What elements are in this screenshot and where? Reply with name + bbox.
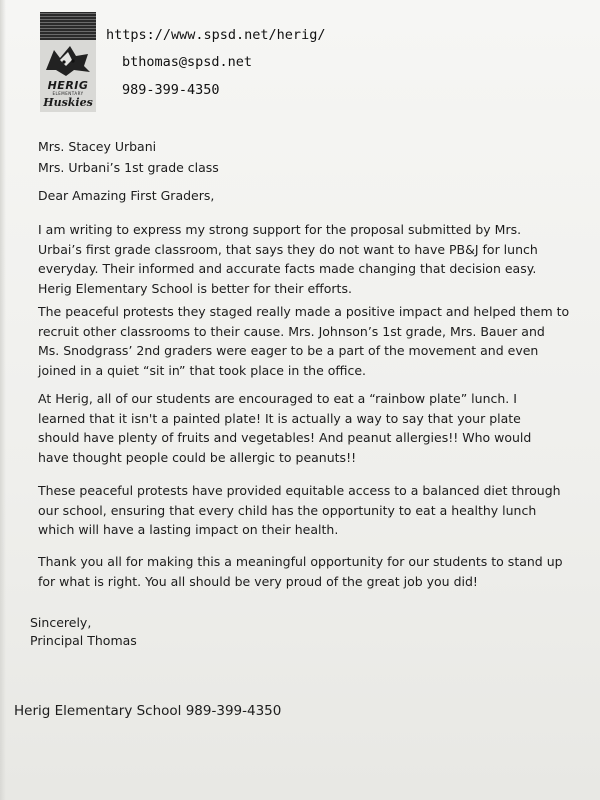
school-logo [40, 12, 96, 109]
signature: Principal Thomas [30, 633, 137, 648]
paragraph-line: Herig Elementary School is better for their efforts. [38, 280, 352, 296]
paragraph-line: Urbai’s first grade classroom, that says they do not want to have PB&J for lunch [38, 241, 538, 257]
paragraph-line: which will have a lasting impact on their health. [38, 522, 339, 537]
paragraph-line: At Herig, all of our students are encouraged to eat a “rainbow plate” lunch. I [38, 391, 517, 406]
logo-mascot: Huskies [43, 96, 93, 109]
paragraph-line: everyday. Their informed and accurate facts made changing that decision easy. [38, 261, 537, 276]
paragraph-line: have thought people could be allergic to peanuts!! [38, 449, 357, 465]
paragraph-line: recruit other classrooms to their cause. Mrs. Johnson’s 1st grade, Mrs. Bauer and [38, 323, 545, 339]
paragraph-line: The peaceful protests they staged really made a positive impact and helped them to [38, 304, 570, 319]
paragraph-line: should have plenty of fruits and vegetables! And peanut allergies!! Who would [38, 430, 532, 445]
paragraph-line: I am writing to express my strong support for the proposal submitted by Mrs. [38, 222, 522, 237]
logo-banner [40, 12, 96, 40]
page-edge-shadow [0, 0, 6, 800]
husky-head-icon [40, 40, 96, 80]
closing: Sincerely, [30, 615, 92, 630]
paragraph-thank-you [38, 552, 590, 591]
phone-number: 989-399-4350 [122, 82, 220, 98]
logo-subtitle: ELEMENTARY [52, 91, 84, 96]
recipient-class: Mrs. Urbani’s 1st grade class [38, 160, 219, 175]
greeting: Dear Amazing First Graders, [38, 188, 215, 203]
paragraph-support [38, 220, 590, 298]
paragraph-line: joined in a quiet “sit in” that took place in the office. [38, 362, 367, 378]
recipient-name: Mrs. Stacey Urbani [38, 139, 157, 154]
paragraph-line: for what is right. You all should be very proud of the great job you did! [38, 573, 478, 589]
email-address[interactable]: bthomas@spsd.net [122, 54, 253, 70]
footer-school-info: Herig Elementary School 989-399-4350 [14, 703, 282, 719]
paragraph-line: Thank you all for making this a meaningful opportunity for our students to stand up [38, 554, 563, 569]
paragraph-line: These peaceful protests have provided equitable access to a balanced diet through [38, 483, 561, 498]
paragraph-equitable-access [38, 481, 590, 540]
paragraph-line: learned that it isn't a painted plate! It is actually a way to say that your plate [38, 410, 521, 426]
logo-school-name: HERIG [47, 79, 89, 92]
paragraph-rainbow-plate [38, 389, 590, 467]
website-url[interactable]: https://www.spsd.net/herig/ [106, 27, 326, 43]
paragraph-line: our school, ensuring that every child has the opportunity to eat a healthy lunch [38, 502, 537, 518]
paragraph-protests [38, 302, 590, 380]
paragraph-line: Ms. Snodgrass’ 2nd graders were eager to be a part of the movement and even [38, 343, 539, 358]
